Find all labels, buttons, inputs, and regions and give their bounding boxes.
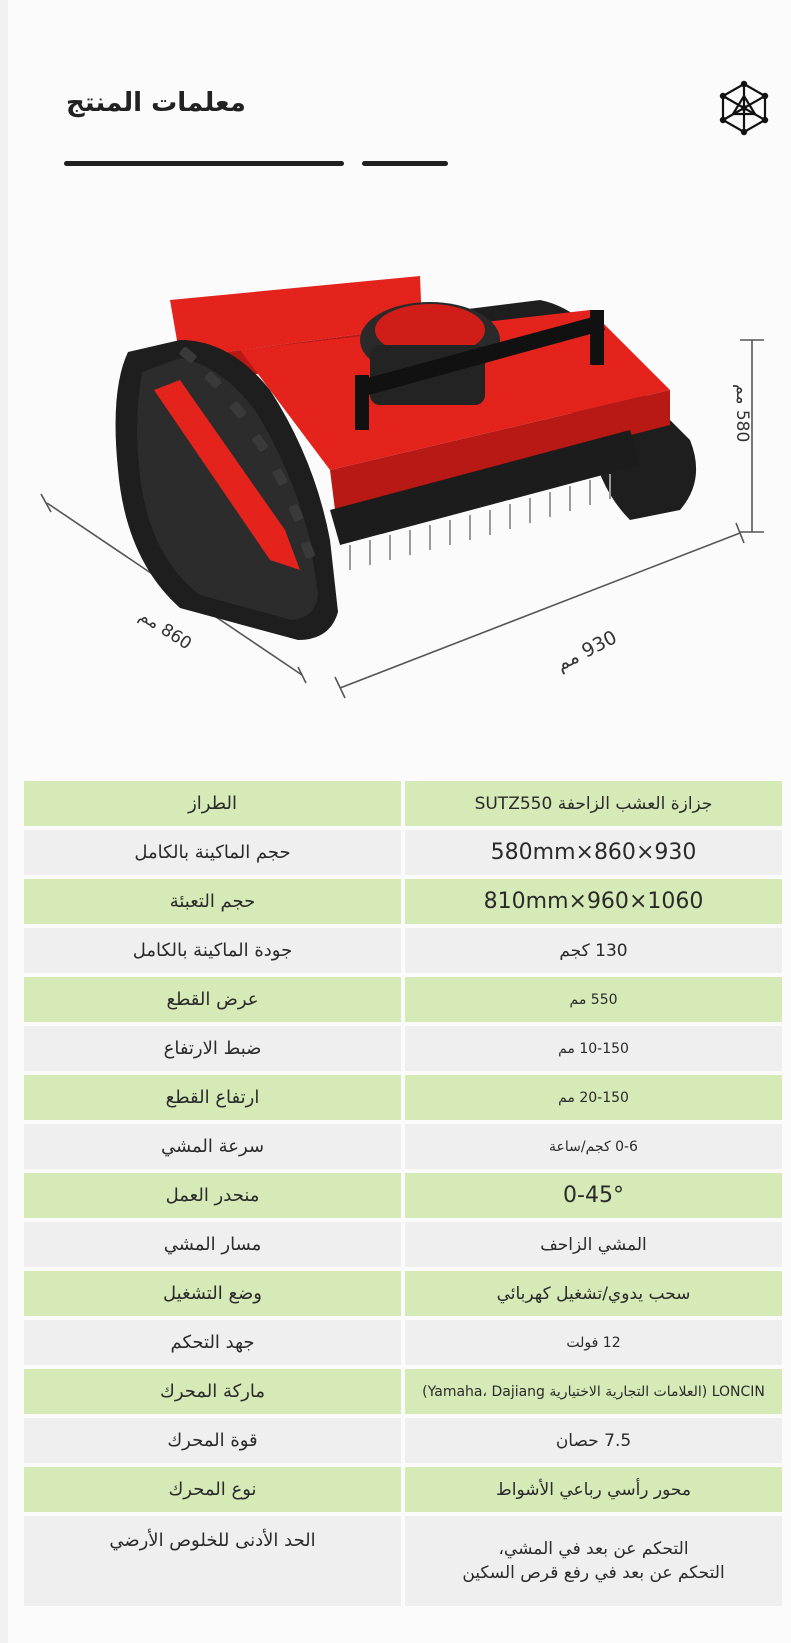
spec-label: جودة الماكينة بالكامل bbox=[132, 940, 293, 961]
table-row bbox=[24, 1124, 782, 1169]
title-underline-short bbox=[362, 161, 448, 166]
table-row bbox=[24, 928, 782, 973]
table-row bbox=[24, 1320, 782, 1365]
table-row bbox=[24, 1418, 782, 1463]
spec-label: الحد الأدنى للخلوص الأرضي bbox=[109, 1530, 316, 1551]
spec-value: 20-150 مم bbox=[558, 1089, 629, 1106]
left-edge-strip bbox=[0, 0, 8, 1643]
table-row bbox=[24, 1467, 782, 1512]
spec-value: 1060×960×810mm bbox=[483, 889, 704, 914]
table-row bbox=[24, 1075, 782, 1120]
spec-label: ارتفاع القطع bbox=[165, 1087, 260, 1108]
table-row bbox=[24, 1222, 782, 1267]
table-row bbox=[24, 1369, 782, 1414]
spec-value: 10-150 مم bbox=[558, 1040, 629, 1057]
spec-label: الطراز bbox=[188, 793, 237, 814]
spec-label: نوع المحرك bbox=[168, 1479, 257, 1500]
spec-label: عرض القطع bbox=[166, 989, 259, 1010]
spec-value: 12 فولت bbox=[566, 1334, 621, 1351]
table-row bbox=[24, 1271, 782, 1316]
lawn-mower-image bbox=[30, 240, 790, 740]
title-underline-long bbox=[64, 161, 344, 166]
spec-label: ماركة المحرك bbox=[159, 1381, 266, 1402]
spec-label: قوة المحرك bbox=[167, 1430, 258, 1451]
spec-label: ضبط الارتفاع bbox=[163, 1038, 262, 1059]
spec-value: 130 كجم bbox=[559, 940, 628, 961]
spec-label: سرعة المشي bbox=[160, 1136, 265, 1157]
table-row bbox=[24, 781, 782, 826]
spec-label: حجم الماكينة بالكامل bbox=[134, 842, 291, 863]
table-row bbox=[24, 879, 782, 924]
table-row bbox=[24, 977, 782, 1022]
width-dimension-label: 860 مم bbox=[135, 605, 196, 655]
table-row bbox=[24, 1026, 782, 1071]
length-dimension-label: 930 مم bbox=[552, 626, 621, 676]
spec-value: LONCIN (العلامات التجارية الاختيارية Yamaha، Dajiang) bbox=[422, 1383, 765, 1400]
spec-value: 0-6 كجم/ساعة bbox=[549, 1138, 638, 1155]
spec-value: 7.5 حصان bbox=[555, 1430, 632, 1451]
spec-value: 930×860×580mm bbox=[490, 840, 697, 865]
table-row bbox=[24, 830, 782, 875]
spec-value: محور رأسي رباعي الأشواط bbox=[496, 1479, 691, 1500]
spec-label: مسار المشي bbox=[163, 1234, 262, 1255]
table-row bbox=[24, 1173, 782, 1218]
spec-value: جزازة العشب الزاحفة SUTZ550 bbox=[474, 793, 713, 814]
page-title: معلمات المنتج bbox=[66, 88, 246, 118]
spec-value: 550 مم bbox=[569, 991, 618, 1008]
spec-label: حجم التعبئة bbox=[169, 891, 256, 912]
spec-label: جهد التحكم bbox=[170, 1332, 255, 1353]
spec-value: سحب يدوي/تشغيل كهربائي bbox=[496, 1283, 691, 1304]
spec-value: 0-45° bbox=[563, 1183, 624, 1208]
table-row bbox=[24, 1516, 782, 1583]
spec-label: وضع التشغيل bbox=[163, 1283, 262, 1304]
spec-label: منحدر العمل bbox=[165, 1185, 260, 1206]
spec-value-line1: التحكم عن بعد في المشي، bbox=[498, 1539, 689, 1559]
hexagon-network-icon bbox=[716, 80, 772, 136]
spec-value: المشي الزاحف bbox=[540, 1234, 647, 1255]
height-dimension-label: 580 مم bbox=[732, 384, 752, 443]
spec-value-line2: التحكم عن بعد في رفع قرص السكين bbox=[462, 1563, 725, 1583]
